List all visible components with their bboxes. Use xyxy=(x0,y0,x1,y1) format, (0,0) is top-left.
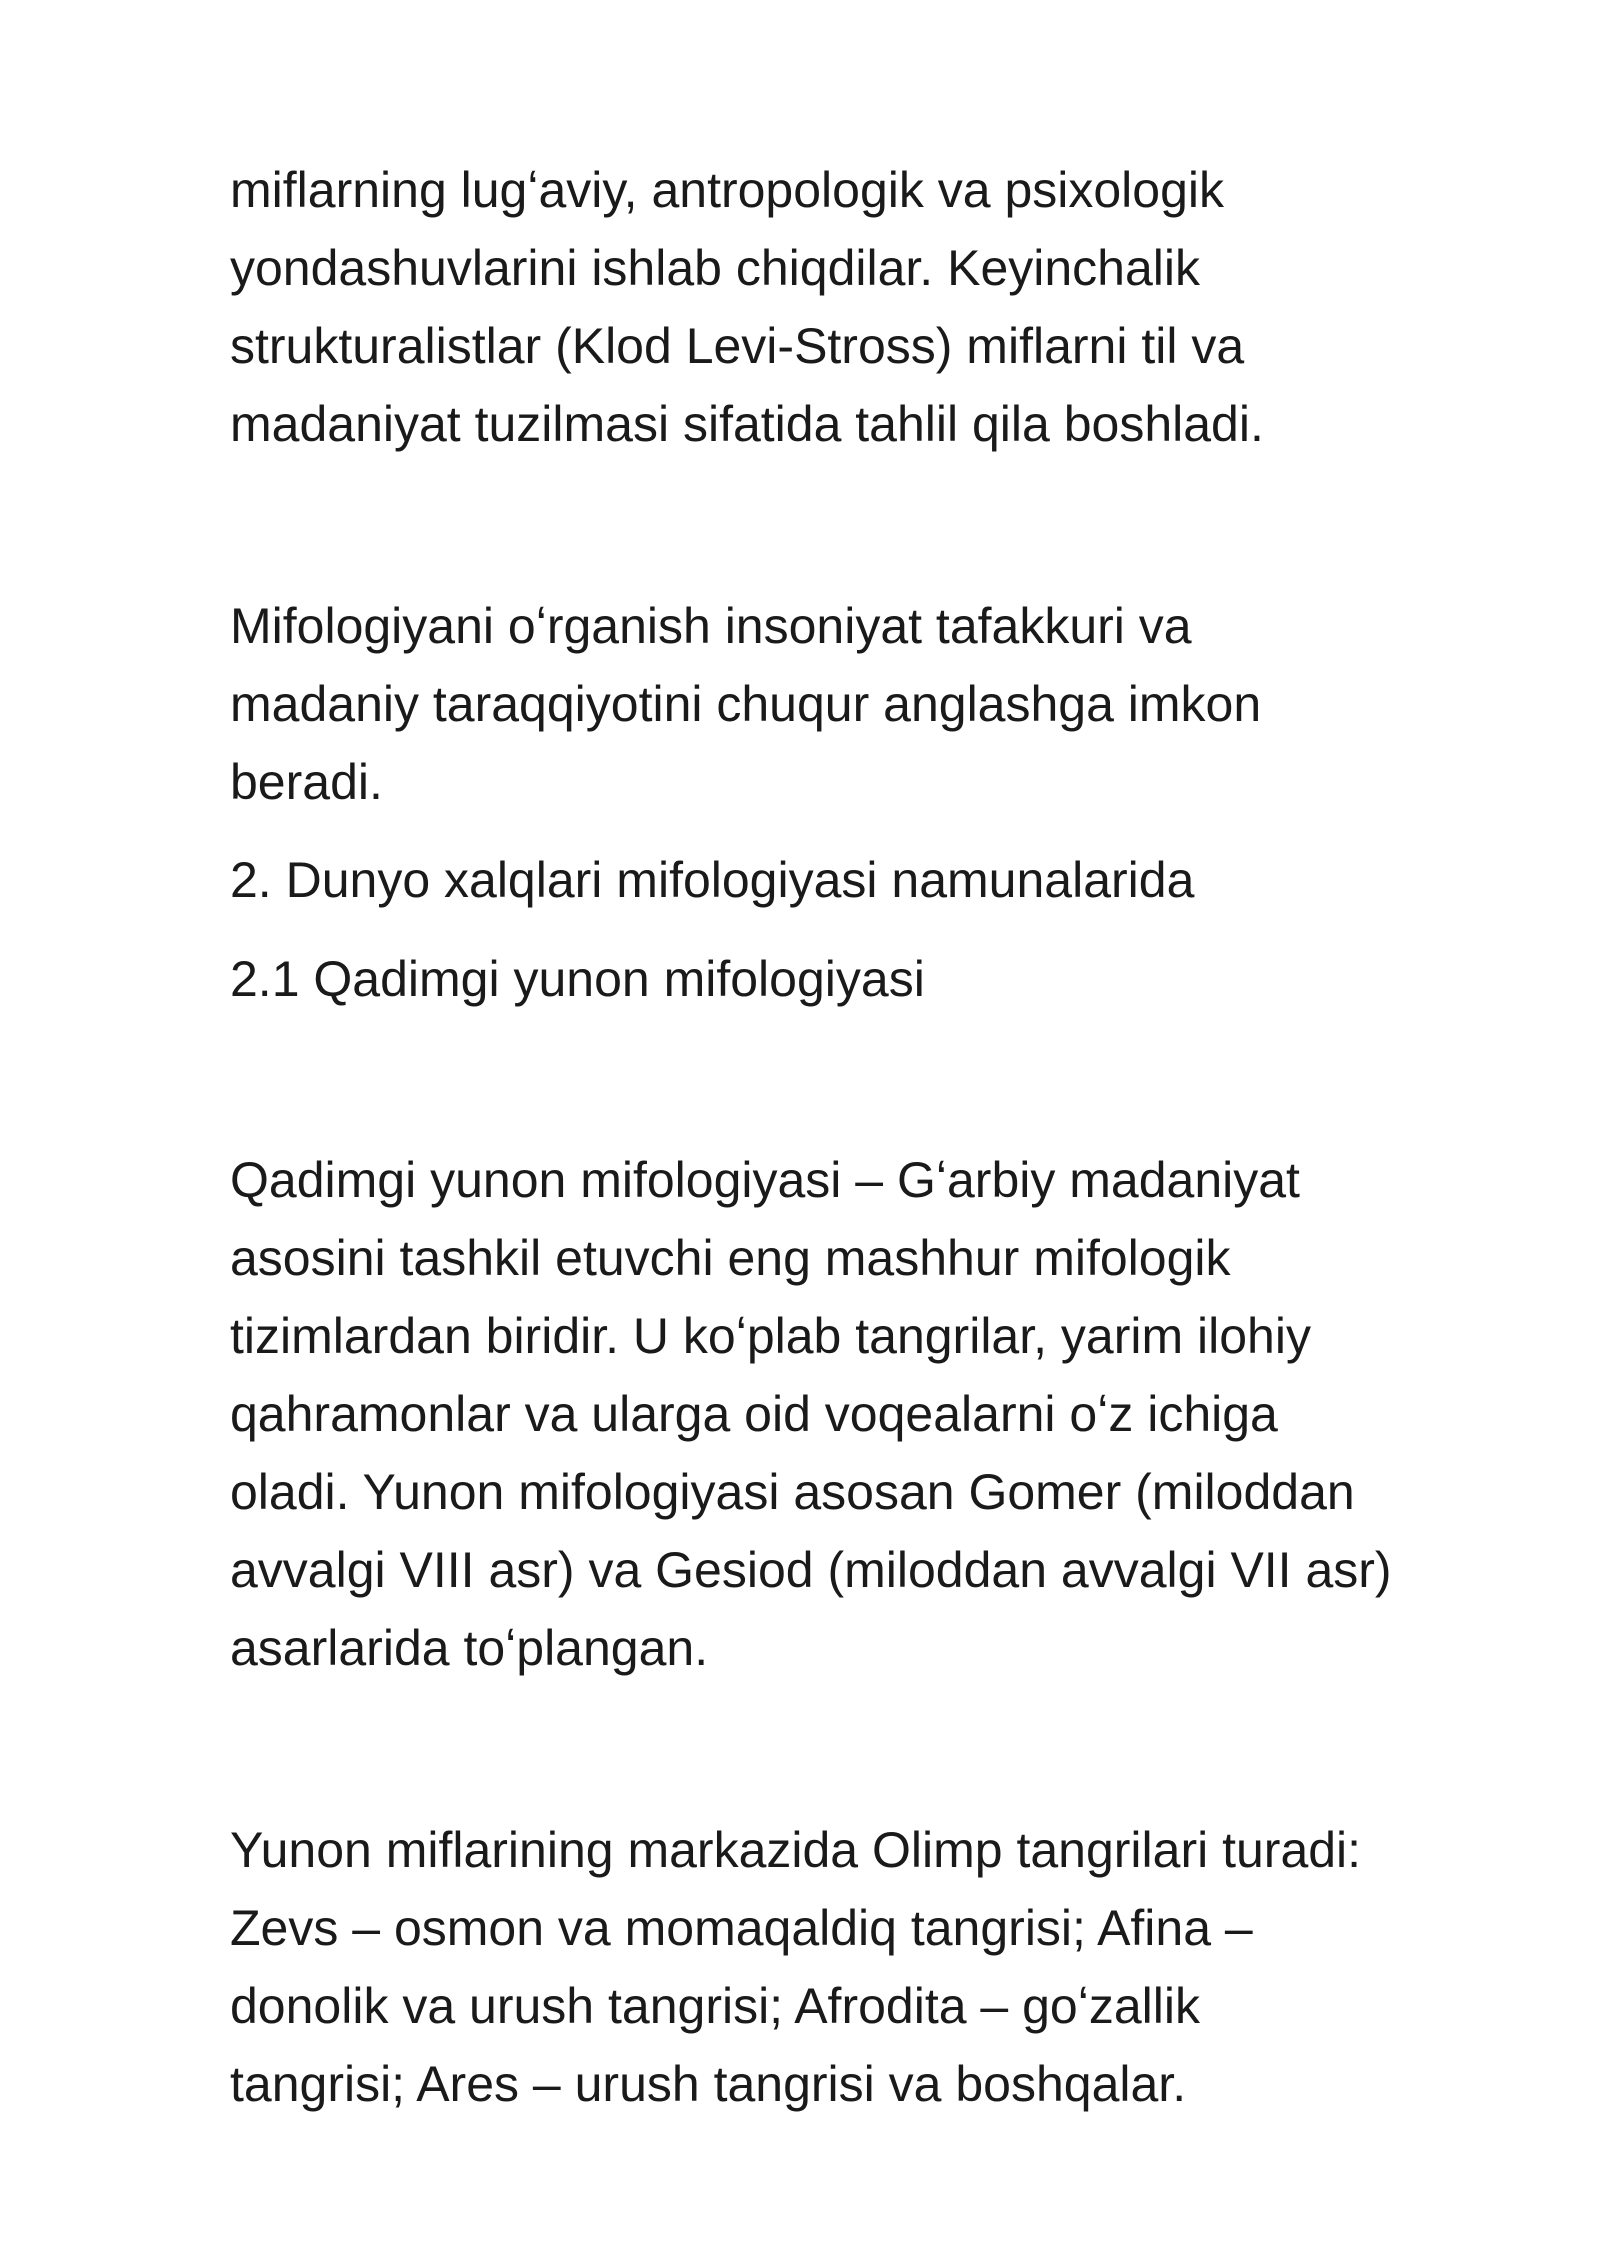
section-heading-2 xyxy=(230,841,1530,919)
text-line: Yunon miflarining markazida Olimp tangrilari turadi: xyxy=(230,1822,1362,1878)
text-line: madaniyat tuzilmasi sifatida tahlil qila boshladi. xyxy=(230,396,1264,452)
paragraph-greek-mythology xyxy=(230,1141,1530,1687)
text-line: tizimlardan biridir. U koʻplab tangrilar, yarim ilohiy xyxy=(230,1308,1311,1364)
text-line: qahramonlar va ularga oid voqealarni oʻz ichiga xyxy=(230,1386,1278,1442)
heading-text: 2. Dunyo xalqlari mifologiyasi namunalarida xyxy=(230,852,1195,908)
paragraph-olympian-gods xyxy=(230,1811,1530,2123)
text-line: yondashuvlarini ishlab chiqdilar. Keyinchalik xyxy=(230,240,1200,296)
text-line: Zevs – osmon va momaqaldiq tangrisi; Afina – xyxy=(230,1900,1253,1956)
text-line: oladi. Yunon mifologiyasi asosan Gomer (miloddan xyxy=(230,1464,1355,1520)
section-heading-2-1 xyxy=(230,940,1530,1018)
text-line: donolik va urush tangrisi; Afrodita – goʻzallik xyxy=(230,1978,1200,2034)
text-line: strukturalistlar (Klod Levi-Stross) miflarni til va xyxy=(230,318,1245,374)
text-line: asarlarida toʻplangan. xyxy=(230,1620,709,1676)
heading-text: 2.1 Qadimgi yunon mifologiyasi xyxy=(230,951,925,1007)
paragraph-mythology-study xyxy=(230,587,1530,821)
text-line: Qadimgi yunon mifologiyasi – Gʻarbiy madaniyat xyxy=(230,1152,1300,1208)
text-line: Mifologiyani oʻrganish insoniyat tafakkuri va xyxy=(230,598,1192,654)
paragraph-methodologies xyxy=(230,151,1530,463)
text-line: asosini tashkil etuvchi eng mashhur mifologik xyxy=(230,1230,1231,1286)
text-line: beradi. xyxy=(230,754,383,810)
text-line: madaniy taraqqiyotini chuqur anglashga imkon xyxy=(230,676,1262,732)
text-line: tangrisi; Ares – urush tangrisi va boshqalar. xyxy=(230,2056,1187,2112)
text-line: avvalgi VIII asr) va Gesiod (miloddan avvalgi VII asr) xyxy=(230,1542,1392,1598)
text-line: miflarning lugʻaviy, antropologik va psixologik xyxy=(230,162,1225,218)
